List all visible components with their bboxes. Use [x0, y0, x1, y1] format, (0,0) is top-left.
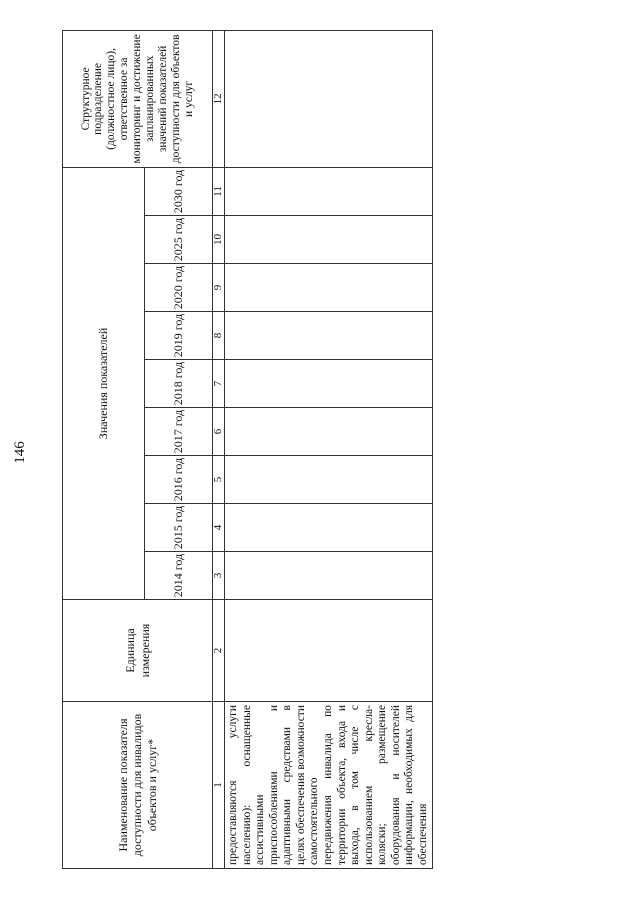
header-year: 2020 год — [145, 264, 213, 312]
value-cell — [225, 216, 433, 264]
value-cell — [225, 456, 433, 504]
page-number: 146 — [12, 441, 28, 464]
column-number: 4 — [213, 504, 225, 552]
responsible-cell — [225, 30, 433, 167]
column-number: 12 — [213, 30, 225, 167]
column-number: 11 — [213, 167, 225, 215]
header-year: 2017 год — [145, 408, 213, 456]
header-year: 2019 год — [145, 312, 213, 360]
header-unit: Единица измерения — [63, 600, 213, 702]
column-number: 1 — [213, 702, 225, 869]
column-number: 8 — [213, 312, 225, 360]
header-responsible: Структурное подразделение (должностное лицо), ответственное за мониторинг и достижение запланированных значений показателей доступности для объектов и услуг — [63, 30, 213, 167]
header-indicator-name: Наименование показателя доступности для инвалидов объектов и услуг* — [63, 702, 213, 869]
value-cell — [225, 408, 433, 456]
header-values-group: Значения показателей — [63, 167, 145, 599]
value-cell — [225, 264, 433, 312]
header-year: 2016 год — [145, 456, 213, 504]
value-cell — [225, 167, 433, 215]
indicator-name-cell: предоставляются услуги населению): оснащенные ассистивными приспособлениями и адаптивными средствами в целях обеспечения возможности самостоятельного передвижения инвалида по территории объекта, входа и выхода, в том числе с использованием кресла-коляски; размещение оборудования и носителей информации, необходимых для обеспечения — [225, 702, 433, 869]
header-year: 2030 год — [145, 167, 213, 215]
value-cell — [225, 552, 433, 600]
column-number: 7 — [213, 360, 225, 408]
column-number: 5 — [213, 456, 225, 504]
column-number: 6 — [213, 408, 225, 456]
value-cell — [225, 504, 433, 552]
column-number: 2 — [213, 600, 225, 702]
column-number: 10 — [213, 216, 225, 264]
header-year: 2015 год — [145, 504, 213, 552]
column-number: 9 — [213, 264, 225, 312]
header-year: 2025 год — [145, 216, 213, 264]
header-year: 2014 год — [145, 552, 213, 600]
column-number: 3 — [213, 552, 225, 600]
header-year: 2018 год — [145, 360, 213, 408]
unit-cell — [225, 600, 433, 702]
table-row — [225, 30, 433, 868]
value-cell — [225, 312, 433, 360]
indicators-table — [62, 30, 433, 869]
value-cell — [225, 360, 433, 408]
